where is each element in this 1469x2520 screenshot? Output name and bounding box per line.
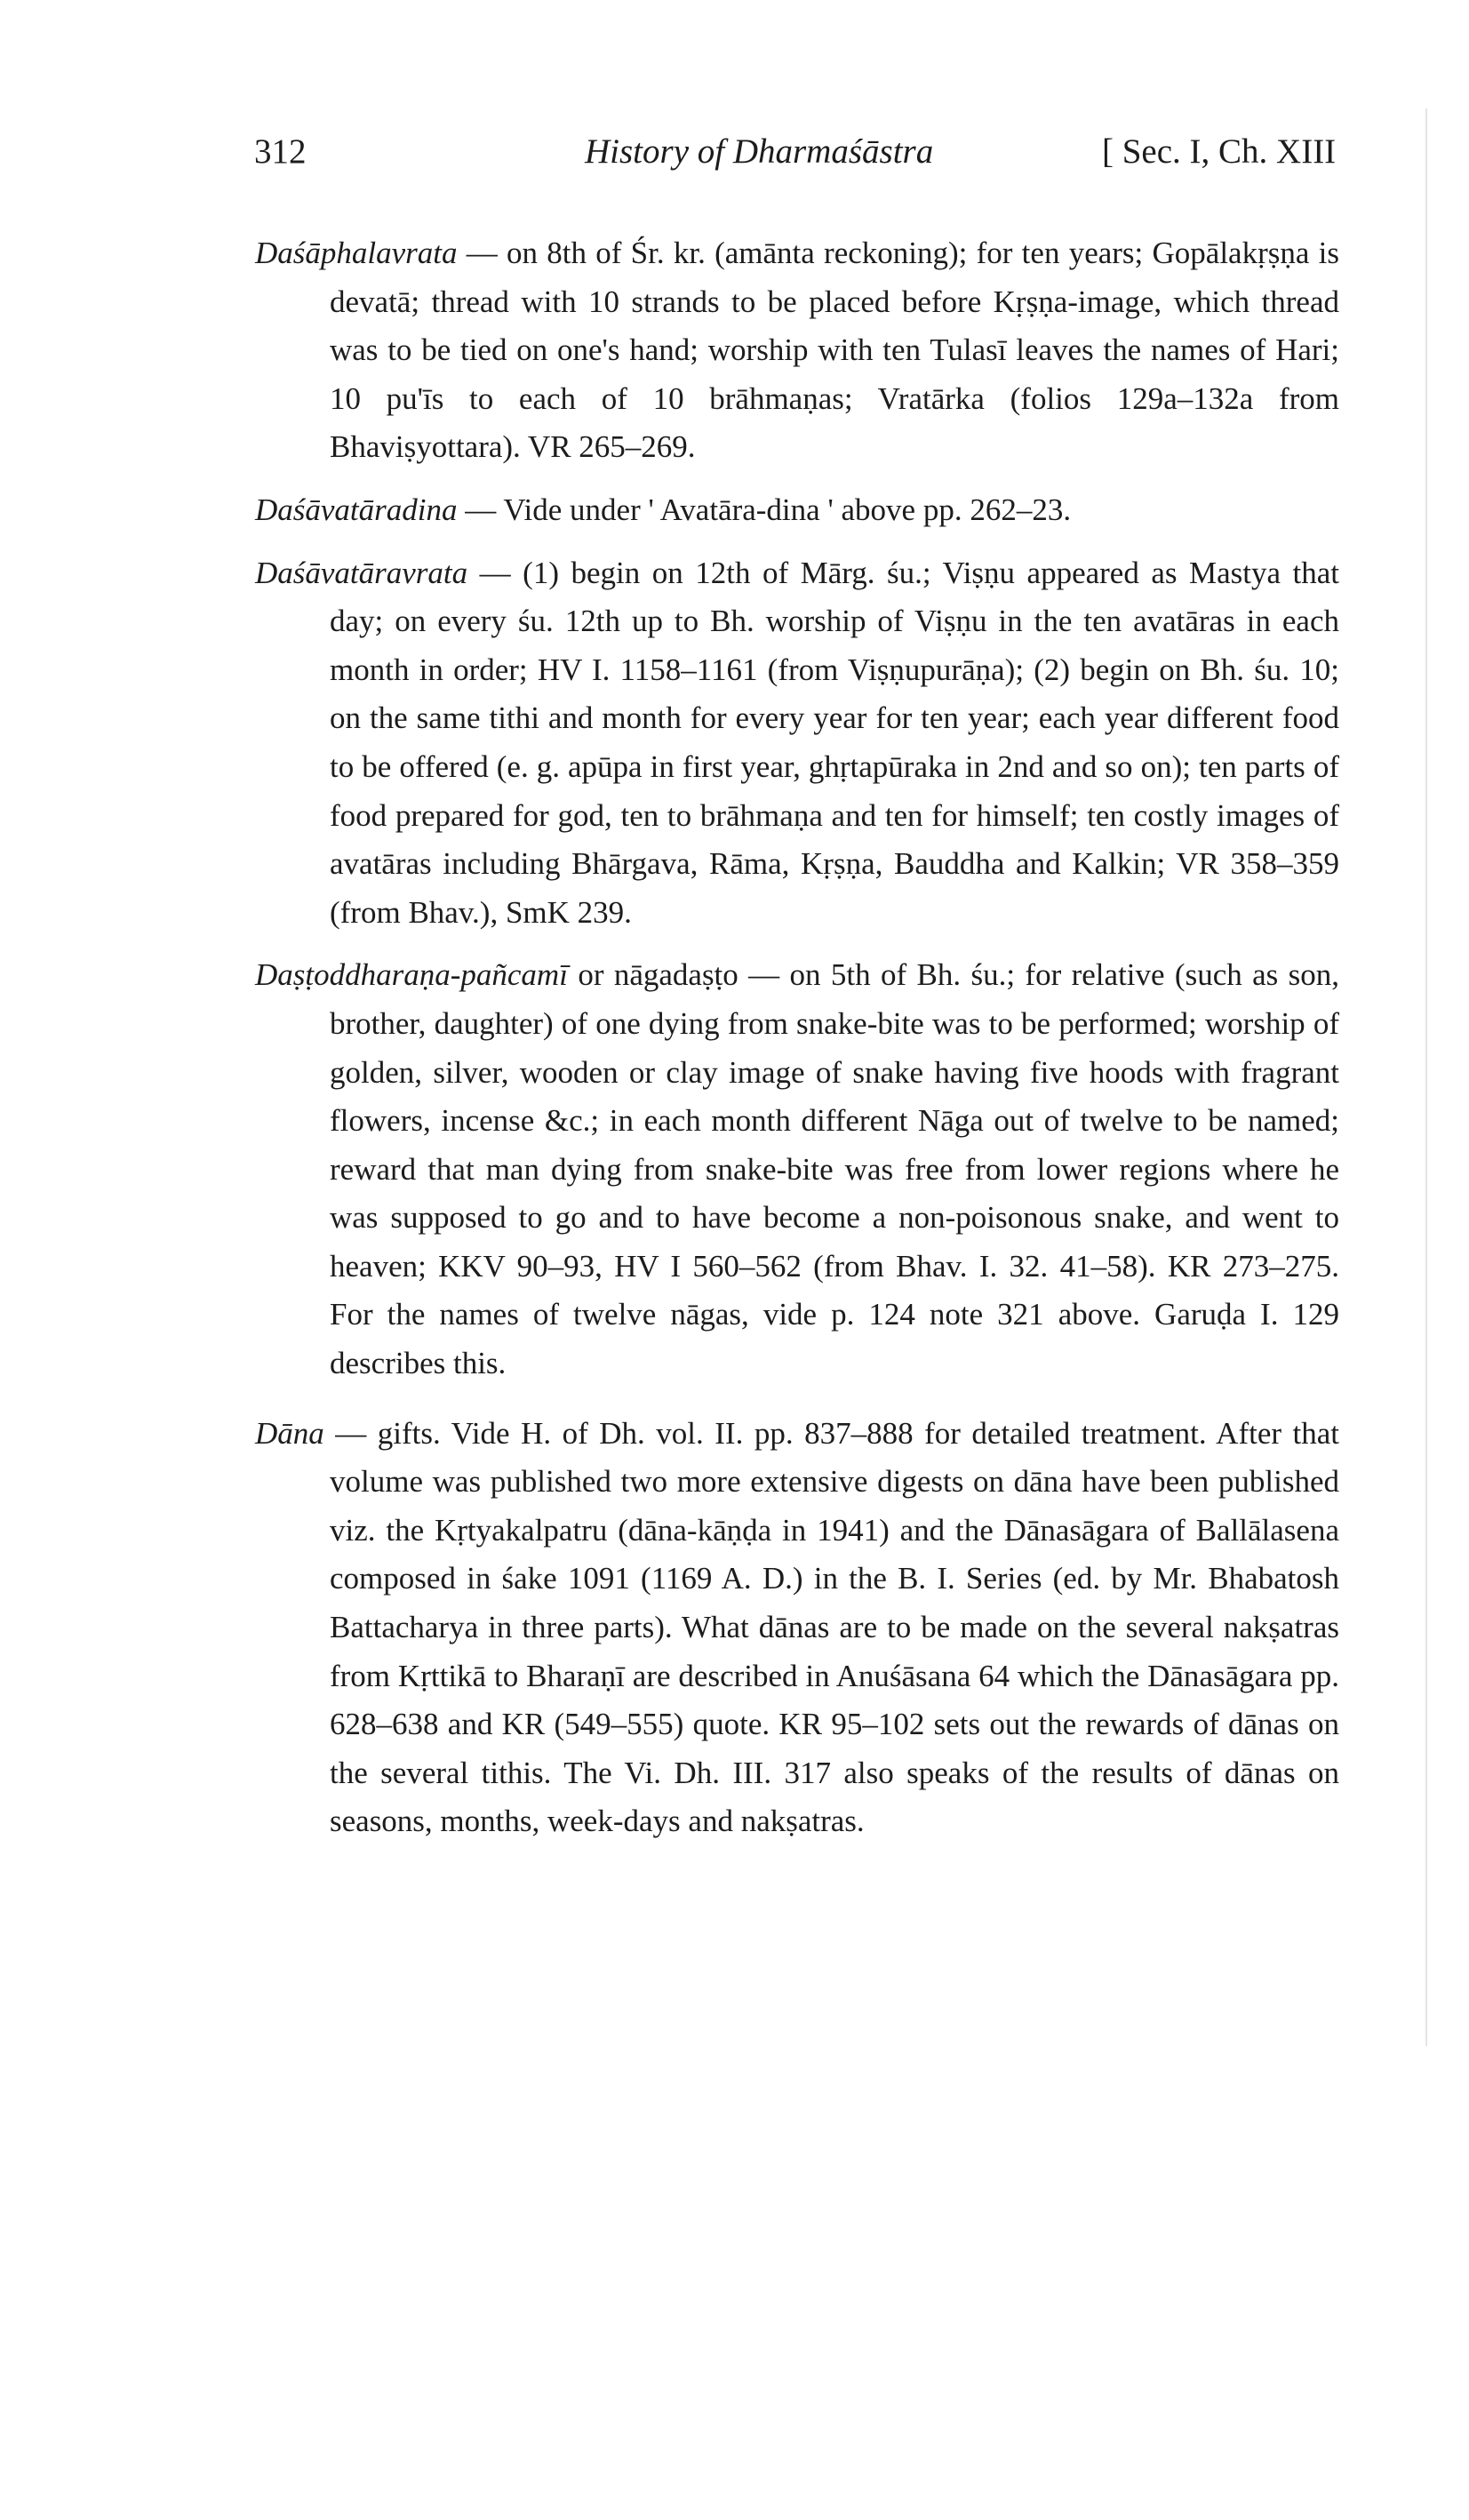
entry-text: — Vide under ' Avatāra-dina ' above pp. 262–23.: [465, 492, 1072, 527]
page-number: 312: [254, 132, 307, 171]
entry-text: or nāgadaṣṭo — on 5th of Bh. śu.; for relative (such as son, brother, daughter) of one dying from snake-bite was to be performed; worship of golden, silver, wooden or clay image of snake having five hoods with fragrant flowers, incense &c.; in each month different Nāga out of twelve to be named; reward that man dying from snake-bite was free from lower regions where he was supposed to go and to have become a non-poisonous snake, and went to heaven; KKV 90–93, HV I 560–562 (from Bhav. I. 32. 41–58). KR 273–275. For the names of twelve nāgas, vide p. 124 note 321 above. Garuḍa I. 129 describes this.: [330, 957, 1339, 1381]
entry-dastoddharana-pancami: [255, 951, 1339, 1388]
entry-dasavataradina: [255, 486, 1339, 535]
entry-text: — on 8th of Śr. kr. (amānta reckoning); for ten years; Gopālakṛṣṇa is devatā; thread with 10 strands to be placed before Kṛṣṇa-image, which thread was to be tied on one's hand; worship with ten Tulasī leaves the names of Hari; 10 pu'īs to each of 10 brāhmaṇas; Vratārka (folios 129a–132a from Bhaviṣyottara). VR 265–269.: [330, 236, 1340, 465]
entry-head: Daśāvatāradina: [255, 492, 458, 527]
entry-dasaphalavrata: [255, 229, 1339, 472]
page-body: [255, 229, 1339, 1860]
page-header: [254, 132, 1418, 185]
scan-edge-line: [1425, 108, 1427, 2046]
section-reference: [ Sec. I, Ch. XIII: [1102, 132, 1337, 171]
entry-head: Daśāvatāravrata: [255, 555, 468, 590]
entry-head: Daśāphalavrata: [255, 236, 458, 270]
running-title: History of Dharmaśāstra: [585, 132, 934, 171]
entry-dana: [255, 1410, 1339, 1846]
entry-text: — gifts. Vide H. of Dh. vol. II. pp. 837–888 for detailed treatment. After that volume was published two more extensive digests on dāna have been published viz. the Kṛtyakalpatru (dāna-kāṇḍa in 1941) and the Dānasāgara of Ballālasena composed in śake 1091 (1169 A. D.) in the B. I. Series (ed. by Mr. Bhabatosh Battacharya in three parts). What dānas are to be made on the several nakṣatras from Kṛttikā to Bharaṇī are described in Anuśāsana 64 which the Dānasāgara pp. 628–638 and KR (549–555) quote. KR 95–102 sets out the rewards of dānas on the several tithis. The Vi. Dh. III. 317 also speaks of the results of dānas on seasons, months, week-days and nakṣatras.: [330, 1415, 1340, 1839]
entry-head: Dāna: [255, 1415, 324, 1451]
entry-text: — (1) begin on 12th of Mārg. śu.; Viṣṇu appeared as Mastya that day; on every śu. 12th up to Bh. worship of Viṣṇu in the ten avatāras in each month in order; HV I. 1158–1161 (from Viṣṇupurāṇa); (2) begin on Bh. śu. 10; on the same tithi and month for every year for ten year; each year different food to be offered (e. g. apūpa in first year, ghṛtapūraka in 2nd and so on); ten parts of food prepared for god, ten to brāhmaṇa and ten for himself; ten costly images of avatāras including Bhārgava, Rāma, Kṛṣṇa, Bauddha and Kalkin; VR 358–359 (from Bhav.), SmK 239.: [330, 555, 1340, 930]
entry-head: Daṣṭoddharaṇa-pañcamī: [255, 957, 568, 993]
entry-dasavataravrata: [255, 549, 1339, 938]
